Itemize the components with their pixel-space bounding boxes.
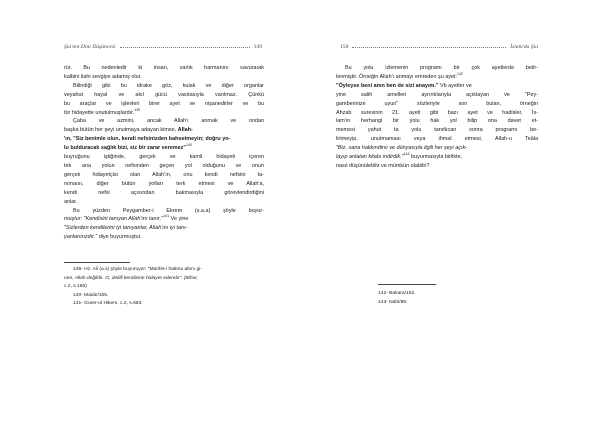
text-line: tek ana yolun nefsinden geçen yol olduğunu ve onun	[64, 162, 264, 169]
footnotes	[64, 266, 264, 309]
text-line: Bu yüzden Peygamber-i Ekrem (s.a.a) şöyle buyur-	[73, 207, 264, 214]
page-number: 150	[340, 44, 349, 50]
running-head-title: İslam'da Şia	[510, 44, 538, 50]
text-line: 'ın, "Siz benimle olun, kendi nefsinizden bahsetmeyin; doğru yo-	[64, 136, 231, 143]
footnote-ref: 140	[185, 143, 192, 148]
text-line: "Biz, sana hakkındiniı ve dünyasıyla ilgili her şeyi açık-	[336, 145, 467, 152]
text-line: Bilindiği gibi bu idrake göz, kulak ve diğer organlar	[73, 82, 264, 89]
body-text	[336, 64, 538, 171]
text-line: nımaısı, diğer bütün yolları terk etmesi ve Allah'a,	[64, 180, 264, 187]
footnotes	[378, 290, 538, 307]
footnote-ref: 139	[134, 107, 141, 112]
right-page	[300, 0, 600, 424]
dot-leader	[352, 44, 506, 48]
text-line: yine salih amelleri ayrıntılarıyla açıklayan ve "Pey-	[336, 91, 538, 98]
text-line: muştur: "Kendisini tanıyan Allah'ını tanır."$^{141}$ Ve yine	[64, 214, 189, 223]
text-line: Bu yolu izlemenin programı bir çok ayetlerde belir-	[345, 65, 538, 71]
text-line: bu araçlar ve işlevleri birer ayet ve nişanedirler ve bu	[64, 100, 264, 107]
text-line: lirtmeyip, unutmaması veya ihmal etmesi, Allah-u Teâla	[336, 136, 538, 143]
text-line: Çaba ve azmini, ancak Allah'ı anmak ve ondan	[73, 118, 264, 125]
text-line: "Sizlerden kendilerini iyi tanıyanlar, Allah'ını iyi tanı-	[64, 225, 188, 232]
text-line: memesi yahut ta yolu tanıtlıcan sonra programı be-	[336, 127, 538, 134]
text-line: lenmiştir. Örneğin Allah'ı anmayı emreden şu ayet:$^{142}$	[336, 72, 464, 80]
page-number: 149	[253, 44, 262, 50]
text-line: veyahut hayal ve akıl gücü vasıtasıyla varılmaz. Çünkü	[64, 91, 264, 98]
footnote-ref: 142	[457, 72, 464, 77]
running-head-right	[340, 44, 538, 50]
text-line: lam'ın herhangi bir yolu hak yol bilip ona davet et-	[336, 118, 538, 125]
text-line: başka bütün her şeyi unutmaya adayan kimse, Allah-	[64, 127, 193, 134]
footnote: 142- Bakara/152.	[378, 291, 416, 296]
text-line: kendi nefsi açısından bakmasıyla görevlendirdiğini	[64, 189, 264, 196]
text-line: tür hidayette unutulmuşlardır.$^{139}$	[64, 107, 141, 116]
text-line: buyruğunu iştiğinde, gerçek ve kamil hidayeti içeren	[64, 154, 264, 161]
footnote-divider	[378, 284, 436, 285]
text-line: anlar.	[64, 198, 78, 205]
text-line: lu bulduracak sağlık bizi, siz bir zarar veremez"$^{140}$	[64, 143, 192, 152]
footnote: 141- Gurer-ul Hikem, c.2, s.663.	[73, 301, 143, 307]
body-text	[64, 64, 264, 242]
footnote-ref: 143	[403, 152, 410, 157]
text-line: Ahzab suresinin 21. ayeti gibi bazı ayet ve hadisler, İs-	[336, 109, 538, 116]
text-line: gamberinize uyun" sözleriyle son bulan, örneğin	[336, 100, 538, 107]
dot-leader	[120, 44, 250, 48]
footnote: c.2, s.186)	[64, 284, 87, 290]
text-line: gerçek hidayetçisi olan Allah'ın, onu kendi nefsini ta-	[64, 171, 264, 178]
text-line: rür. Bu nedenledir ki insan, varlık harmanını savurarak	[64, 65, 264, 71]
running-head-title: Şia'nın Dini Düşüncesi	[64, 44, 116, 50]
text-line: yanlarınızdır." diye buyurmuştur.	[64, 234, 142, 241]
footnote: 140- Maide/105.	[73, 292, 109, 298]
footnote: nen, Allah değildir. O, delilli kendisine hidayet edendir". (Bihar,	[64, 275, 199, 281]
text-line: layıp anlatan kitabı indirdik."$^{143}$ buyurmasıyla birlikte,	[336, 152, 463, 161]
running-head-left	[64, 44, 262, 50]
footnote: 143- Nahl/89.	[378, 299, 408, 305]
text-line: kalbini ilahi sevgiye adamış olur.	[64, 73, 142, 80]
footnote: 139- Hz. Ali (a.s) şöyle buyuruyor: "Marifet-i hatimu altını gi-	[73, 267, 202, 272]
text-line: nasıl düşünülebilir ve mümkün olabilir?	[336, 162, 430, 169]
footnote-ref: 141	[163, 214, 170, 219]
footnote-divider	[64, 262, 130, 263]
text-line: "Öyleyse beni anın ben de sizi anayım." Vb ayetler ve	[336, 82, 472, 89]
